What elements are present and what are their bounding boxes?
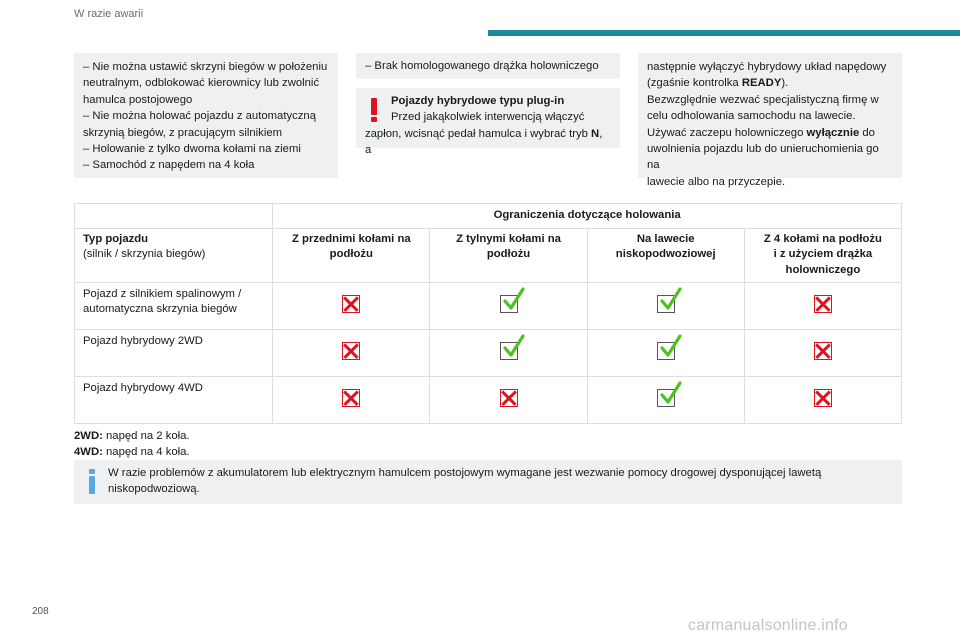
restriction-line: – Nie można ustawić skrzyni biegów w położeniu	[83, 61, 328, 73]
warning-text: Przed jakąkolwiek interwencją włączyć	[391, 111, 585, 124]
status-cell	[430, 376, 587, 423]
warning-title: Pojazdy hybrydowe typu plug-in	[391, 95, 565, 107]
restriction-line: skrzynią biegów, z pracującym silnikiem	[83, 126, 283, 139]
row-label: Pojazd hybrydowy 2WD	[75, 329, 273, 376]
hybrid-warning-box	[356, 88, 620, 157]
instruction-text: uwolnienia pojazdu lub do unieruchomienia go na	[647, 143, 879, 172]
abbreviation-notes	[74, 428, 190, 460]
instruction-text: Bezwzględnie wezwać specjalistyczną firmę w	[647, 93, 879, 106]
status-cell	[587, 282, 744, 329]
restriction-line: hamulca postojowego	[83, 93, 193, 106]
cross-icon	[342, 295, 360, 313]
info-icon	[89, 469, 95, 494]
status-cell	[273, 329, 430, 376]
row-label: Pojazd hybrydowy 4WD	[75, 376, 273, 423]
cross-icon	[342, 389, 360, 407]
section-title: W razie awarii	[74, 8, 144, 20]
status-cell	[587, 376, 744, 423]
page-number: 208	[32, 606, 49, 617]
cross-icon	[342, 342, 360, 360]
restriction-line: neutralnym, odblokować kierownicy lub zwolnić	[83, 77, 320, 90]
status-cell	[273, 282, 430, 329]
info-box	[74, 460, 902, 504]
restriction-line: – Holowanie z tylko dwoma kołami na ziemi	[83, 143, 301, 156]
cross-icon	[814, 389, 832, 407]
warning-text: zapłon, wcisnąć pedał hamulca i wybrać tryb N, a	[365, 127, 603, 157]
status-cell	[744, 376, 901, 423]
info-text: W razie problemów z akumulatorem lub elektrycznym hamulcem postojowym wymagane jest wezwanie pomocy drogowej dysponującej lawetą	[108, 467, 822, 479]
restriction-line: – Nie można holować pojazdu z automatyczną	[83, 110, 316, 123]
status-cell	[744, 329, 901, 376]
column-header: Z 4 kołami na podłożu i z użyciem drążka holowniczego	[744, 228, 901, 282]
status-cell	[744, 282, 901, 329]
checkmark-icon	[657, 342, 675, 360]
restrictions-box	[74, 53, 338, 178]
towing-restrictions-table	[74, 203, 902, 424]
checkmark-icon	[657, 295, 675, 313]
status-cell	[430, 282, 587, 329]
instruction-text: (zgaśnie kontrolka READY).	[647, 77, 789, 90]
vehicle-type-sublabel: (silnik / skrzynia biegów)	[83, 248, 206, 260]
checkmark-icon	[657, 389, 675, 407]
tow-bar-note-box	[356, 53, 620, 79]
status-cell	[587, 329, 744, 376]
column-header: Z tylnymi kołami na podłożu	[430, 228, 587, 282]
table-row	[75, 329, 902, 376]
note-2wd: 2WD: napęd na 2 koła.	[74, 430, 190, 442]
status-cell	[273, 376, 430, 423]
watermark: carmanualsonline.info	[688, 617, 848, 634]
header-accent-bar	[488, 30, 960, 36]
table-row	[75, 282, 902, 329]
table-row	[75, 376, 902, 423]
column-header: Na lawecie niskopodwoziowej	[587, 228, 744, 282]
vehicle-type-label: Typ pojazdu	[83, 232, 149, 245]
cross-icon	[814, 295, 832, 313]
note-4wd: 4WD: napęd na 4 koła.	[74, 446, 190, 458]
status-cell	[430, 329, 587, 376]
restriction-line: – Samochód z napędem na 4 koła	[83, 159, 255, 172]
instruction-text: lawecie albo na przyczepie.	[647, 175, 786, 188]
instruction-text: celu odholowania samochodu na lawecie.	[647, 110, 856, 123]
info-text: niskopodwoziową.	[108, 483, 200, 496]
checkmark-icon	[500, 342, 518, 360]
vehicle-type-header	[75, 228, 273, 282]
table-corner-cell	[75, 204, 273, 229]
hybrid-instructions-box	[638, 53, 902, 188]
cross-icon	[500, 389, 518, 407]
row-label: Pojazd z silnikiem spalinowym / automatyczna skrzynia biegów	[75, 282, 273, 329]
instruction-text: Używać zaczepu holowniczego wyłącznie do	[647, 126, 875, 139]
table-group-header: Ograniczenia dotyczące holowania	[273, 204, 902, 229]
checkmark-icon	[500, 295, 518, 313]
tow-bar-note: – Brak homologowanego drążka holowniczego	[365, 60, 599, 72]
cross-icon	[814, 342, 832, 360]
instruction-text: następnie wyłączyć hybrydowy układ napędowy	[647, 61, 887, 73]
column-header: Z przednimi kołami na podłożu	[273, 228, 430, 282]
exclamation-icon	[371, 98, 377, 122]
